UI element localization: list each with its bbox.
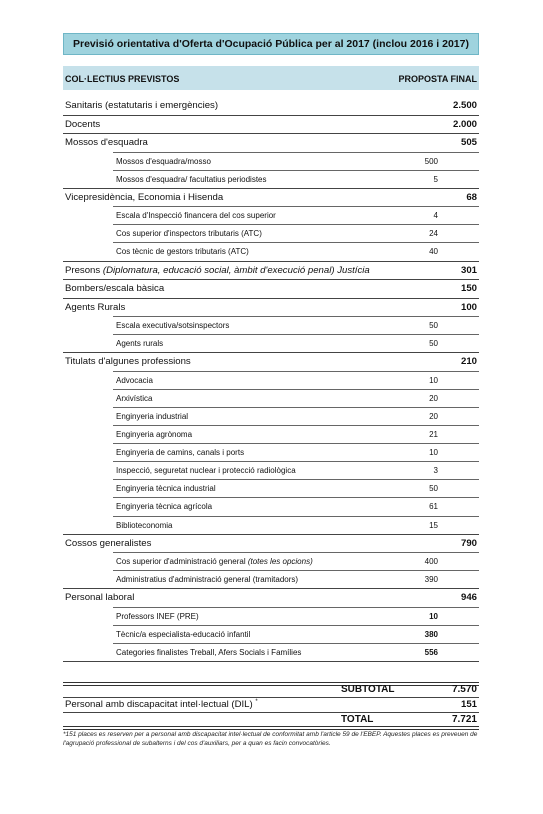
item-label: Agents rurals: [116, 339, 164, 349]
item-value: 50: [429, 321, 438, 330]
total-label: TOTAL: [341, 714, 374, 725]
category-label: Bombers/escala bàsica: [65, 283, 165, 294]
item-row: [63, 517, 479, 535]
item-row: [63, 462, 479, 480]
item-value: 50: [429, 484, 438, 494]
item-row: [63, 608, 479, 626]
category-label: Personal laboral: [65, 592, 135, 604]
category-value: 505: [460, 137, 477, 148]
category-label: Presons (Diplomatura, educació social, àmbit d'execució penal) Justícia: [65, 264, 370, 276]
item-row: [63, 644, 479, 662]
item-label: Escala d'Inspecció financera del cos superior: [116, 211, 276, 221]
item-row: [63, 171, 479, 189]
category-row: [63, 299, 479, 318]
category-value: 2.500: [452, 100, 477, 111]
category-value: 100: [460, 301, 477, 313]
item-row: [63, 571, 479, 589]
item-row: [63, 480, 479, 498]
item-label: Arxivística: [116, 393, 153, 403]
item-label: Enginyeria de camins, canals i ports: [116, 448, 245, 458]
item-label: Inspecció, seguretat nuclear i protecció radiològica: [116, 466, 296, 476]
item-label: Biblioteconomia: [116, 520, 173, 530]
category-value: 790: [460, 537, 477, 549]
dil-value: 151: [460, 699, 477, 710]
item-row: [63, 426, 479, 444]
category-label: Mossos d'esquadra: [65, 137, 148, 148]
item-value: 500: [424, 156, 438, 166]
item-row: [63, 553, 479, 571]
row-divider: [63, 661, 479, 662]
category-label: Sanitaris (estatutaris i emergències): [65, 100, 219, 111]
category-value: 946: [460, 592, 477, 604]
category-value: 301: [460, 264, 477, 276]
category-row: [63, 116, 479, 135]
item-value: 20: [429, 393, 438, 403]
category-value: 68: [466, 191, 477, 203]
item-label: Escala executiva/sotsinspectors: [116, 321, 230, 330]
item-row: [63, 225, 479, 243]
item-row: [63, 243, 479, 261]
category-value: 2.000: [452, 118, 477, 130]
row-divider: [63, 697, 479, 698]
category-label: Docents: [65, 118, 101, 130]
item-label: Enginyeria industrial: [116, 411, 189, 421]
header-collectives: COL·LECTIUS PREVISTOS: [65, 74, 180, 84]
item-value: 390: [424, 575, 438, 585]
item-label: Enginyeria tècnica agrícola: [116, 502, 213, 512]
subtotal-value: 7.570: [451, 684, 477, 695]
category-row: [63, 589, 479, 608]
item-row: [63, 498, 479, 516]
item-label: Professors INEF (PRE): [116, 611, 199, 621]
dil-row: [63, 699, 479, 711]
item-row: [63, 372, 479, 390]
item-label: Mossos d'esquadra/ facultatius periodistes: [116, 174, 267, 184]
category-row: [63, 353, 479, 372]
item-value: 3: [433, 466, 438, 476]
item-label: Cos superior d'inspectors tributaris (ATC): [116, 229, 262, 239]
item-label: Advocacia: [116, 375, 153, 385]
total-value: 7.721: [451, 714, 477, 725]
item-value: 40: [429, 247, 438, 257]
dil-label: Personal amb discapacitat intel·lectual (DIL) *: [65, 699, 258, 710]
item-value: 24: [429, 229, 438, 239]
category-row: [63, 262, 479, 281]
total-row: [63, 714, 479, 726]
category-row: [63, 280, 479, 299]
category-row: [63, 535, 479, 554]
item-value: 20: [429, 411, 438, 421]
item-label: Enginyeria agrònoma: [116, 430, 193, 439]
item-row: [63, 335, 479, 353]
item-value: 400: [424, 557, 438, 567]
item-value: 10: [429, 611, 438, 621]
item-row: [63, 408, 479, 426]
subtotal-row: [63, 684, 479, 696]
item-row: [63, 390, 479, 408]
category-label: Agents Rurals: [65, 301, 126, 313]
item-value: 10: [429, 375, 438, 385]
item-label: Administratius d'administració general (tramitadors): [116, 575, 299, 585]
item-label: Categories finalistes Treball, Afers Socials i Famílies: [116, 648, 302, 657]
item-label: Mossos d'esquadra/mosso: [116, 156, 211, 166]
item-label: Cos tècnic de gestors tributaris (ATC): [116, 247, 249, 257]
item-row: [63, 153, 479, 171]
category-label: Vicepresidència, Economia i Hisenda: [65, 191, 224, 203]
item-value: 50: [429, 339, 438, 349]
category-row: [63, 97, 479, 116]
footnote: *151 places es reserven per a personal amb discapacitat intel·lectual de conformitat amb l'article 59 de l'EBEP. Aquestes places es preveuen de l'agrupació professional de subalterns i del cos d'auxiliars, per a quan es facin convocatòries.: [63, 731, 478, 747]
category-row: [63, 134, 479, 153]
item-row: [63, 207, 479, 225]
category-label: Titulats d'algunes professions: [65, 356, 191, 368]
item-row: [63, 444, 479, 462]
table-header: [63, 66, 479, 90]
item-row: [63, 626, 479, 644]
document-title: Previsió orientativa d'Oferta d'Ocupació Pública per al 2017 (inclou 2016 i 2017): [63, 33, 479, 55]
header-final-proposal: PROPOSTA FINAL: [398, 74, 477, 84]
row-divider: [63, 712, 479, 713]
item-row: [63, 317, 479, 335]
item-value: 10: [429, 448, 438, 458]
item-label: Cos superior d'administració general (totes les opcions): [116, 557, 313, 567]
item-value: 61: [429, 502, 438, 512]
item-value: 15: [429, 520, 438, 530]
item-value: 5: [433, 174, 438, 184]
item-value: 556: [424, 648, 438, 657]
item-label: Enginyeria tècnica industrial: [116, 484, 216, 494]
item-value: 4: [433, 211, 438, 221]
category-label: Cossos generalistes: [65, 537, 152, 549]
item-label: Tècnic/a especialista-educació infantil: [116, 629, 251, 639]
subtotal-label: SUBTOTAL: [341, 684, 395, 695]
category-value: 210: [460, 356, 477, 368]
item-value: 380: [424, 629, 438, 639]
category-value: 150: [460, 283, 477, 294]
item-value: 21: [429, 430, 438, 439]
category-row: [63, 189, 479, 208]
